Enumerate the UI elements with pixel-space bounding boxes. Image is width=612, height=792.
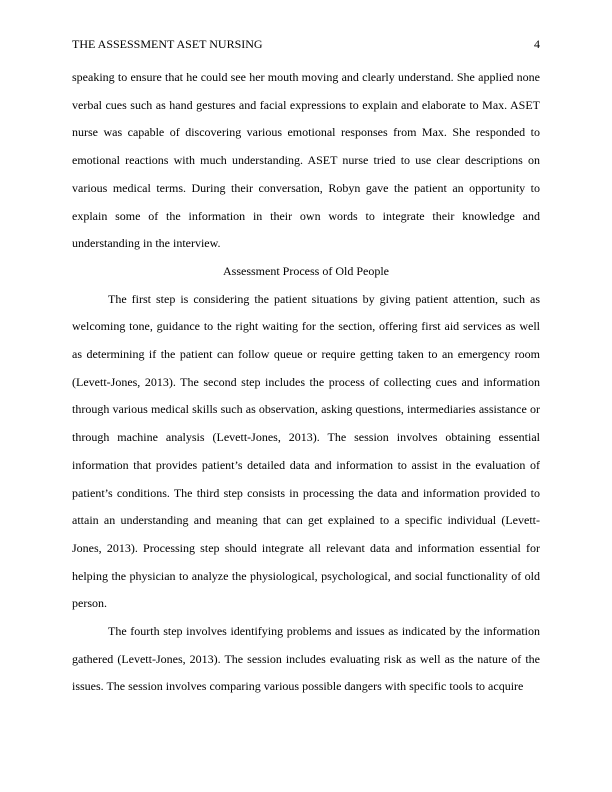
- paragraph-continued: speaking to ensure that he could see her mouth moving and clearly understand. She applied none verbal cues such as hand gestures and facial expressions to explain and elaborate to Max. ASET nurse was capable of discovering various emotional responses from Max. She responded to emotional reactions with much understanding. ASET nurse tried to use clear descriptions on various medical terms. During their conversation, Robyn gave the patient an opportunity to explain some of the information in their own words to integrate their knowledge and understanding in the interview.: [72, 70, 540, 251]
- document-body: [72, 64, 540, 701]
- section-heading: Assessment Process of Old People: [223, 263, 389, 278]
- paragraph-fourth-step: The fourth step involves identifying problems and issues as indicated by the information gathered (Levett-Jones, 2013). The session includes evaluating risk as well as the nature of the issues. The session involves comparing various possible dangers with specific tools to acquire: [72, 624, 540, 694]
- page-number: 4: [534, 37, 540, 51]
- paragraph-first-step: The first step is considering the patient situations by giving patient attention, such as welcoming tone, guidance to the right waiting for the section, offering first aid services as well as determining if the patient can follow queue or require getting taken to an emergency room (Levett-Jones, 2013). The second step includes the process of collecting cues and information through various medical skills such as observation, asking questions, intermediaries assistance or through machine analysis (Levett-Jones, 2013). The session involves obtaining essential information that provides patient’s detailed data and information to assist in the evaluation of patient’s conditions. The third step consists in processing the data and information provided to attain an understanding and meaning that can get explained to a specific individual (Levett-Jones, 2013). Processing step should integrate all relevant data and information essential for helping the physician to analyze the physiological, psychological, and social functionality of old person.: [72, 291, 540, 611]
- running-head-title: THE ASSESSMENT ASET NURSING: [72, 37, 263, 51]
- running-header: [72, 36, 540, 52]
